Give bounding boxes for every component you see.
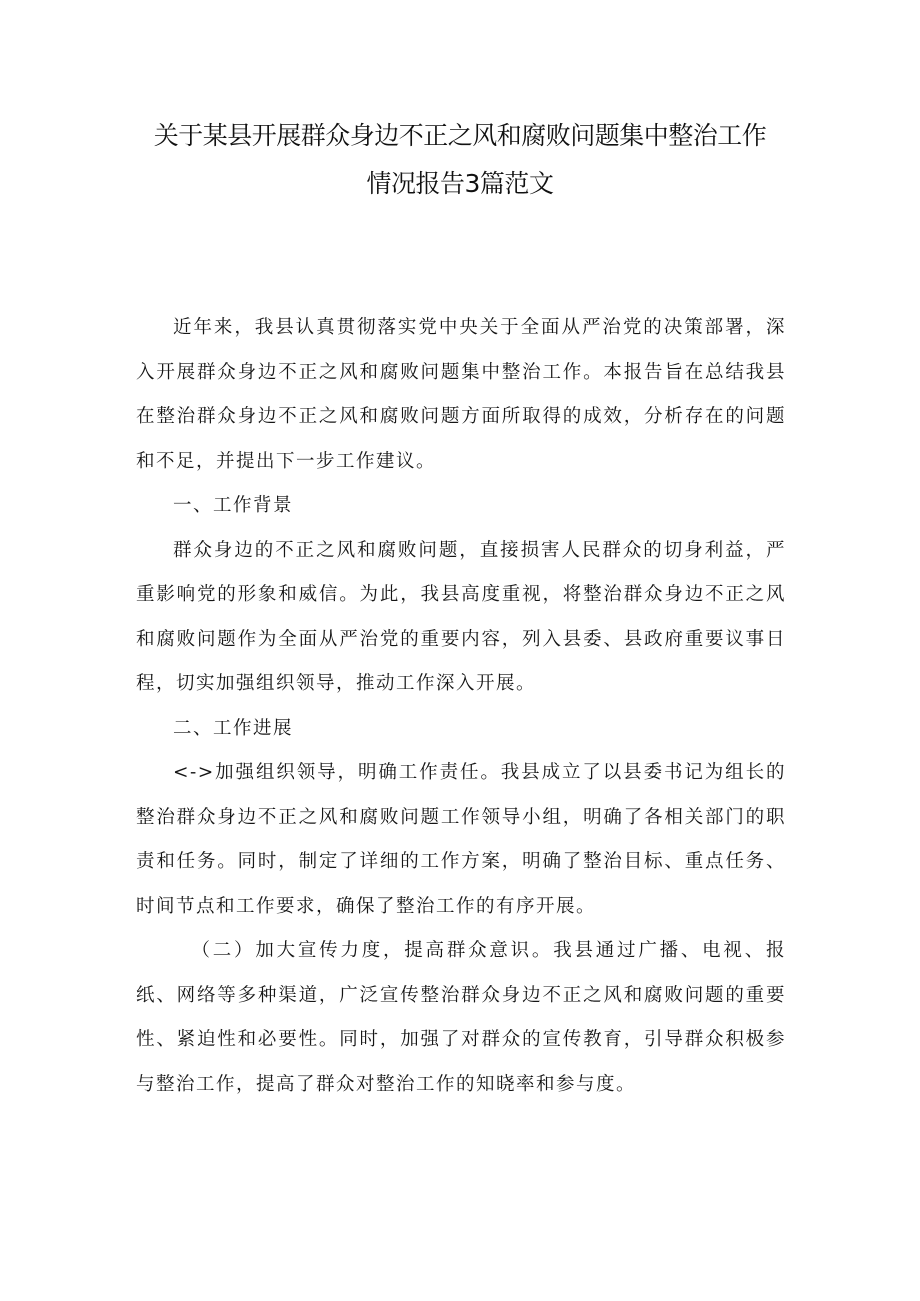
document-title-line-1: 关于某县开展群众身边不正之风和腐败问题集中整治工作	[153, 121, 767, 150]
section-heading-background: 一、工作背景	[173, 495, 294, 516]
document-title-line-2: 情况报告3篇范文	[366, 169, 554, 198]
document-body	[136, 306, 786, 1107]
progress-paragraph-1: <->加强组织领导，明确工作责任。我县成立了以县委书记为组长的整治群众身边不正之风和腐败问题工作领导小组，明确了各相关部门的职责和任务。同时，制定了详细的工作方案，明确了整治目标、重点任务、时间节点和工作要求，确保了整治工作的有序开展。	[136, 762, 786, 917]
intro-paragraph: 近年来，我县认真贯彻落实党中央关于全面从严治党的决策部署，深入开展群众身边不正之风和腐败问题集中整治工作。本报告旨在总结我县在整治群众身边不正之风和腐败问题方面所取得的成效，分析存在的问题和不足，并提出下一步工作建议。	[136, 317, 786, 472]
background-paragraph: 群众身边的不正之风和腐败问题，直接损害人民群众的切身利益，严重影响党的形象和威信。为此，我县高度重视，将整治群众身边不正之风和腐败问题作为全面从严治党的重要内容，列入县委、县政府重要议事日程，切实加强组织领导，推动工作深入开展。	[136, 539, 786, 694]
progress-paragraph-2: （二）加大宣传力度，提高群众意识。我县通过广播、电视、报纸、网络等多种渠道，广泛宣传整治群众身边不正之风和腐败问题的重要性、紧迫性和必要性。同时，加强了对群众的宣传教育，引导群众积极参与整治工作，提高了群众对整治工作的知晓率和参与度。	[136, 940, 786, 1095]
section-heading-progress: 二、工作进展	[173, 717, 294, 739]
